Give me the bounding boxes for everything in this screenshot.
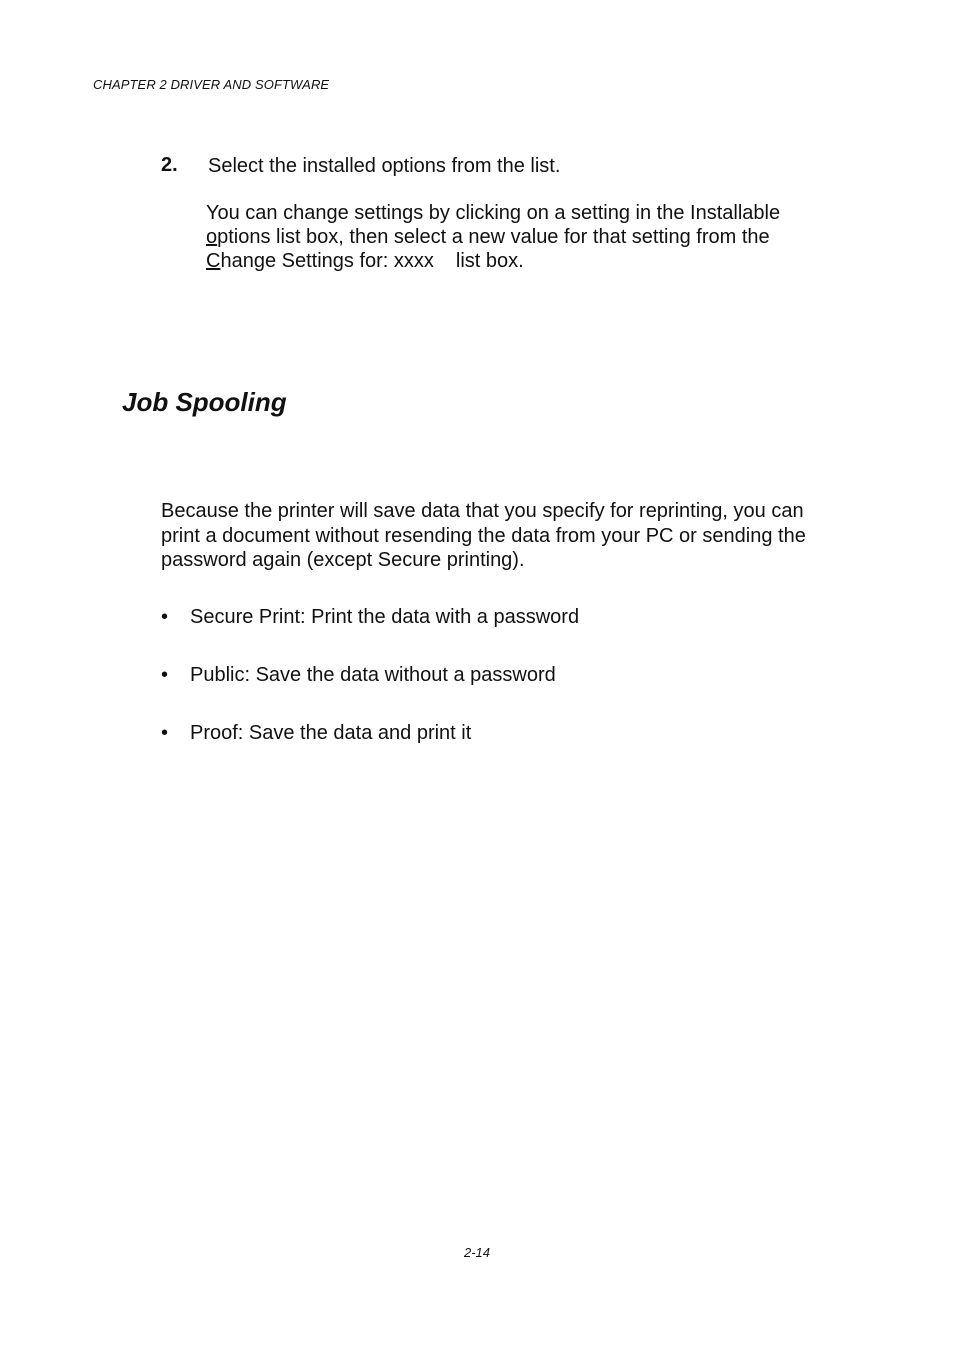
- bullet-icon: •: [161, 606, 169, 628]
- step-detail-line-2: [206, 225, 846, 249]
- step-instruction: Select the installed options from the list.: [208, 155, 561, 177]
- step-detail-line-3: [206, 249, 846, 273]
- bullet-item-proof: [161, 722, 471, 745]
- access-key-o: o: [206, 226, 218, 248]
- bullet-icon: •: [161, 664, 169, 686]
- section-title: Job Spooling: [122, 387, 287, 417]
- step-detail-line-3-tail: list box.: [455, 250, 524, 272]
- bullet-item-secure-print: [161, 606, 579, 629]
- access-key-c: C: [206, 250, 221, 272]
- step-number: 2.: [161, 154, 178, 176]
- page-number: 2-14: [463, 1245, 491, 1260]
- step-detail-paragraph: [206, 201, 846, 273]
- step-detail-line-1: You can change settings by clicking on a setting in the Installable: [206, 202, 781, 224]
- bullet-item-public: [161, 664, 556, 687]
- bullet-text: Proof: Save the data and print it: [190, 722, 472, 744]
- bullet-text: Secure Print: Print the data with a password: [190, 606, 580, 628]
- section-intro-paragraph: [161, 499, 806, 573]
- intro-line-2: print a document without resending the data from your PC or sending the: [161, 524, 806, 547]
- step-detail-line-2-text: ptions list box, then select a new value for that setting from the: [217, 226, 770, 248]
- bullet-text: Public: Save the data without a password: [190, 664, 556, 686]
- running-header: CHAPTER 2 DRIVER AND SOFTWARE: [93, 77, 330, 92]
- bullet-icon: •: [161, 722, 169, 744]
- intro-line-1: Because the printer will save data that you specify for reprinting, you can: [161, 500, 804, 522]
- intro-line-3: password again (except Secure printing).: [161, 549, 525, 571]
- step-detail-line-3-text: hange Settings for: xxxx: [220, 250, 434, 272]
